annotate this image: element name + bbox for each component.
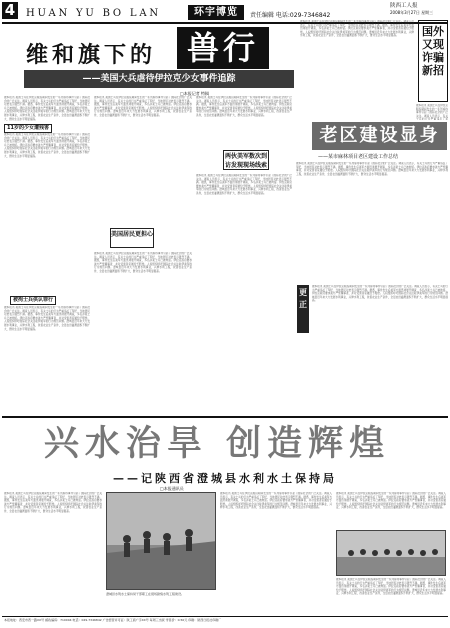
story3-text: 据本报讯 美国士兵在伊拉克服役期间发生的一系列虐待事件引起了国际社会的广泛关注。调查人员表示，有关士兵的行为严重违反了军纪，当地居民对此表示强烈不满。据悉，事件发生后美军方面迅速展开调查，多名涉案士兵已被拘留。伊拉克政府要求美方严惩肇事者，并对受害者家属给予赔偿。人权组织呼吁国际社会关注驻伊美军的行为规范问题。澄城县近年来大力发展水利事业，兴修水利工程，改善农业生产条件，全县农田灌溉面积不断扩大，群众生活水平明显提高。 [336, 578, 446, 596]
story3-text: 据本报讯 美国士兵在伊拉克服役期间发生的一系列虐待事件引起了国际社会的广泛关注。调查人员表示，有关士兵的行为严重违反了军纪，当地居民对此表示强烈不满。据悉，事件发生后美军方面迅速展开调查，多名涉案士兵已被拘留。伊拉克政府要求美方严惩肇事者，并对受害者家属给予赔偿。人权组织呼吁国际社会关注驻伊美军的行为规范问题。澄城县近年来大力发展水利事业，兴修水利工程，改善农业生产条件，全县农田灌溉面积不断扩大，群众生活水平明显提高。 [4, 492, 102, 513]
story2-headline: 老区建设显身手 [319, 125, 440, 174]
story3-text: 据本报讯 美国士兵在伊拉克服役期间发生的一系列虐待事件引起了国际社会的广泛关注。调查人员表示，有关士兵的行为严重违反了军纪，当地居民对此表示强烈不满。据悉，事件发生后美军方面迅速展开调查，多名涉案士兵已被拘留。伊拉克政府要求美方严惩肇事者，并对受害者家属给予赔偿。人权组织呼吁国际社会关注驻伊美军的行为规范问题。澄城县近年来大力发展水利事业，兴修水利工程，改善农业生产条件，全县农田灌溉面积不断扩大，群众生活水平明显提高。 [336, 492, 446, 510]
page-number: 4 [2, 2, 18, 19]
story1-author: □本报记者 特稿 [180, 91, 210, 96]
story1-text: 据本报讯 美国士兵在伊拉克服役期间发生的一系列虐待事件引起了国际社会的广泛关注。调查人员表示，有关士兵的行为严重违反了军纪，当地居民对此表示强烈不满。据悉，事件发生后美军方面迅速展开调查，多名涉案士兵已被拘留。伊拉克政府要求美方严惩肇事者，并对受害者家属给予赔偿。人权组织呼吁国际社会关注驻伊美军的行为规范问题。澄城县近年来大力发展水利事业，兴修水利工程，改善农业生产条件，全县农田灌溉面积不断扩大，群众生活水平明显提高。 [94, 96, 192, 117]
sidebar-title: 国外又现诈骗新招 [418, 20, 448, 102]
story2-subhead: ——某市麻林项目老区建设工作总结 [318, 154, 399, 160]
story3-headline: 兴水治旱 创造辉煌 [43, 424, 391, 464]
masthead-pinyin: HUAN YU BO LAN [26, 8, 161, 19]
story1-text: 据本报讯 美国士兵在伊拉克服役期间发生的一系列虐待事件引起了国际社会的广泛关注。调查人员表示，有关士兵的行为严重违反了军纪，当地居民对此表示强烈不满。据悉，事件发生后美军方面迅速展开调查，多名涉案士兵已被拘留。伊拉克政府要求美方严惩肇事者，并对受害者家属给予赔偿。人权组织呼吁国际社会关注驻伊美军的行为规范问题。澄城县近年来大力发展水利事业，兴修水利工程，改善农业生产条件，全县农田灌溉面积不断扩大，群众生活水平明显提高。 [94, 252, 192, 273]
story1-text: 据本报讯 美国士兵在伊拉克服役期间发生的一系列虐待事件引起了国际社会的广泛关注。调查人员表示，有关士兵的行为严重违反了军纪，当地居民对此表示强烈不满。据悉，事件发生后美军方面迅速展开调查，多名涉案士兵已被拘留。伊拉克政府要求美方严惩肇事者，并对受害者家属给予赔偿。人权组织呼吁国际社会关注驻伊美军的行为规范问题。澄城县近年来大力发展水利事业，兴修水利工程，改善农业生产条件，全县农田灌溉面积不断扩大，群众生活水平明显提高。 [4, 133, 90, 158]
story2-text: 据本报讯 美国士兵在伊拉克服役期间发生的一系列虐待事件引起了国际社会的广泛关注。调查人员表示，有关士兵的行为严重违反了军纪，当地居民对此表示强烈不满。据悉，事件发生后美军方面迅速展开调查，多名涉案士兵已被拘留。伊拉克政府要求美方严惩肇事者，并对受害者家属给予赔偿。人权组织呼吁国际社会关注驻伊美军的行为规范问题。澄城县近年来大力发展水利事业，兴修水利工程，改善农业生产条件，全县农田灌溉面积不断扩大，群众生活水平明显提高。 [312, 285, 448, 303]
story3-photo-caption: 澄城县水利水土保持局干部职工在现场勘察水利工程建设。 [106, 592, 185, 596]
story1-subhead-2: 被拘士兵供认罪行 [10, 296, 56, 305]
story1-subhead-1: 11岁的少女遭残害 [4, 124, 52, 133]
sidebar-text: 据本报讯 美国士兵在伊拉克服役期间发生的一系列虐待事件引起了国际社会的广泛关注。调查人员表示，有关士兵的行为严重违反了军 [416, 104, 448, 120]
story3-subhead: ——记陕西省澄城县水利水土保持局 [113, 472, 337, 485]
story1-text: 据本报讯 美国士兵在伊拉克服役期间发生的一系列虐待事件引起了国际社会的广泛关注。调查人员表示，有关士兵的行为严重违反了军纪，当地居民对此表示强烈不满。据悉，事件发生后美军方面迅速展开调查，多名涉案士兵已被拘留。伊拉克政府要求美方严惩肇事者，并对受害者家属给予赔偿。人权组织呼吁国际社会关注驻伊美军的行为规范问题。澄城县近年来大力发展水利事业，兴修水利工程，改善农业生产条件，全县农田灌溉面积不断扩大，群众生活水平明显提高。 [196, 96, 292, 117]
footer: 本报地址：西安市西一路XX号 邮政编码：710004 电话：029-7346842 广告经营许可证：陕工商广字XX号 每周三出版 零售价：0.50元 印刷：陕西日报社印刷厂 [4, 618, 222, 622]
story1-text: 据本报讯 美国士兵在伊拉克服役期间发生的一系列虐待事件引起了国际社会的广泛关注。调查人员表示，有关士兵的行为严重违反了军纪，当地居民对此表示强烈不满。据悉，事件发生后美军方面迅速展开调查，多名涉案士兵已被拘留。伊拉克政府要求美方严惩肇事者，并对受害者家属给予赔偿。人权组织呼吁国际社会关注驻伊美军的行为规范问题。澄城县近年来大力发展水利事业，兴修水利工程，改善农业生产条件，全县农田灌溉面积不断扩大，群众生活水平明显提高。 [4, 306, 90, 331]
story1-text: 据本报讯 美国士兵在伊拉克服役期间发生的一系列虐待事件引起了国际社会的广泛关注。调查人员表示，有关士兵的行为严重违反了军纪，当地居民对此表示强烈不满。据悉，事件发生后美军方面迅速展开调查，多名涉案士兵已被拘留。伊拉克政府要求美方严惩肇事者，并对受害者家属给予赔偿。人权组织呼吁国际社会关注驻伊美军的行为规范问题。澄城县近年来大力发展水利事业，兴修水利工程，改善农业生产条件，全县农田灌溉面积不断扩大，群众生活水平明显提高。 [4, 96, 90, 121]
story1-text: 据本报讯 美国士兵在伊拉克服役期间发生的一系列虐待事件引起了国际社会的广泛关注。调查人员表示，有关士兵的行为严重违反了军纪，当地居民对此表示强烈不满。据悉，事件发生后美军方面迅速展开调查，多名涉案士兵已被拘留。伊拉克政府要求美方严惩肇事者，并对受害者家属给予赔偿。人权组织呼吁国际社会关注驻伊美军的行为规范问题。澄城县近年来大力发展水利事业，兴修水利工程，改善农业生产条件，全县农田灌溉面积不断扩大，群众生活水平明显提高。 [196, 174, 292, 195]
story1-deck: ——美国大兵虐待伊拉克少女事件追踪 [82, 74, 236, 84]
story1-box-headline-2: 美国居民更担心 [110, 228, 154, 248]
paper-name: 陕西工人报 [390, 3, 418, 9]
story3-author: □本报通讯员 [160, 486, 184, 491]
story1-deck-band [24, 70, 294, 88]
story3-photo [106, 492, 216, 590]
footer-rule [2, 616, 448, 617]
story1-headline-left: 维和旗下的 [26, 43, 157, 68]
correction-label: 更正 [297, 285, 309, 333]
irrigation-photo-image [107, 493, 216, 590]
section-title: 环宇博览 [188, 5, 244, 20]
issue-date: 2008年3月27日 星期三 [390, 10, 434, 15]
story1-box-headline-1: 两伙美军数次到访发现现场线索 [223, 150, 269, 170]
story3-photo-2 [336, 530, 446, 576]
group-photo-image [337, 531, 446, 576]
story1-headline-right: 兽行 [177, 27, 269, 69]
story2-text: 据本报讯 美国士兵在伊拉克服役期间发生的一系列虐待事件引起了国际社会的广泛关注。调查人员表示，有关士兵的行为严重违反了军纪，当地居民对此表示强烈不满。据悉，事件发生后美军方面迅速展开调查，多名涉案士兵已被拘留。伊拉克政府要求美方严惩肇事者，并对受害者家属给予赔偿。人权组织呼吁国际社会关注驻伊美军的行为规范问题。澄城县近年来大力发展水利事业，兴修水利工程，改善农业生产条件，全县农田灌溉面积不断扩大，群众生活水平明显提高。 [296, 162, 448, 176]
column-text: 据本报讯 美国士兵在伊拉克服役期间发生的一系列虐待事件引起了国际社会的广泛关注。调查人员表示，有关士兵的行为严重违反了军纪，当地居民对此表示强烈不满。据悉，事件发生后美军方面迅速展开调查，多名涉案士兵已被拘留。伊拉克政府要求美方严惩肇事者，并对受害者家属给予赔偿。人权组织呼吁国际社会关注驻伊美军的行为规范问题。澄城县近年来大力发展水利事业，兴修水利工程，改善农业生产条件，全县农田灌溉面积不断扩大，群众生活水平明显提高。 [300, 20, 414, 38]
section-rule [2, 416, 448, 418]
editor-line: 责任编辑 电话:029-7346842 [250, 12, 331, 19]
story3-text: 据本报讯 美国士兵在伊拉克服役期间发生的一系列虐待事件引起了国际社会的广泛关注。调查人员表示，有关士兵的行为严重违反了军纪，当地居民对此表示强烈不满。据悉，事件发生后美军方面迅速展开调查，多名涉案士兵已被拘留。伊拉克政府要求美方严惩肇事者，并对受害者家属给予赔偿。人权组织呼吁国际社会关注驻伊美军的行为规范问题。澄城县近年来大力发展水利事业，兴修水利工程，改善农业生产条件，全县农田灌溉面积不断扩大，群众生活水平明显提高。 [220, 492, 332, 510]
